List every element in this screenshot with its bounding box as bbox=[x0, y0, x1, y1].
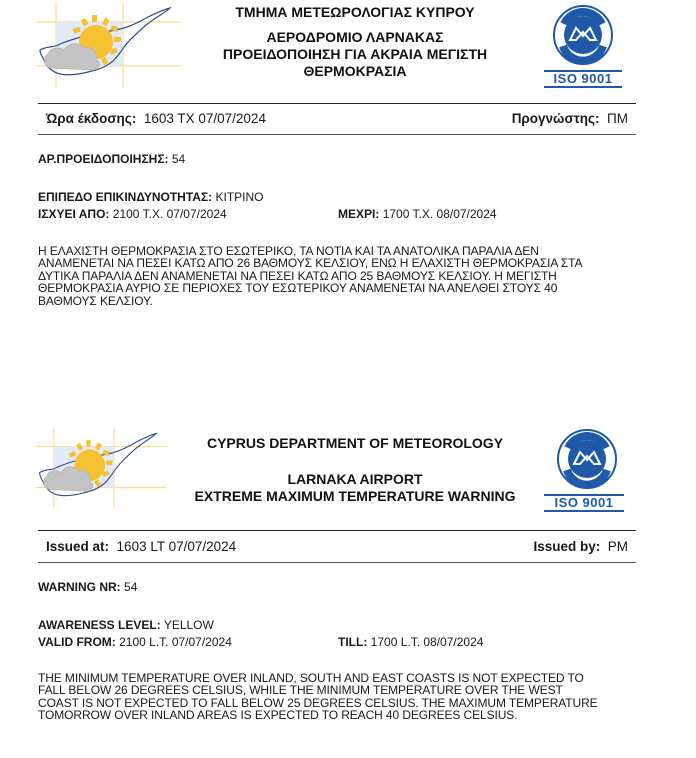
issued-at-label: Ώρα έκδοσης: bbox=[46, 111, 137, 126]
awareness-level-label: ΕΠΙΠΕΔΟ ΕΠΙΚΙΝΔΥΝΟΤΗΤΑΣ: bbox=[38, 190, 213, 204]
warning-text-line: Η ΕΛΑΧΙΣΤΗ ΘΕΡΜΟΚΡΑΣΙΑ ΣΤΟ ΕΣΩΤΕΡΙΚΟ, ΤΑ ΝΟΤΙΑ ΚΑΙ ΤΑ ΑΝΑΤΟΛΙΚΑ ΠΑΡΑΛΙΑ ΔΕΝ bbox=[38, 244, 539, 258]
header-divider bbox=[38, 103, 636, 104]
issued-at bbox=[46, 111, 266, 126]
awareness-level-label: AWARENESS LEVEL: bbox=[38, 618, 161, 632]
valid-from-value: 2100 Τ.Χ. 07/07/2024 bbox=[112, 207, 227, 221]
issued-at-label: Issued at: bbox=[46, 539, 110, 554]
issue-divider bbox=[38, 562, 636, 563]
warning-number bbox=[38, 152, 185, 166]
iso-seal-icon bbox=[536, 4, 630, 66]
issued-by-label: Issued by: bbox=[533, 539, 601, 554]
forecaster-value: ΠΜ bbox=[607, 111, 628, 126]
warning-text-line: COAST IS NOT EXPECTED TO FALL BELOW 25 DEGREES CELSIUS. THE MAXIMUM TEMPERATURE bbox=[38, 695, 598, 710]
forecaster-label: Προγνώστης: bbox=[511, 111, 600, 126]
iso-logo bbox=[536, 4, 630, 88]
location-name: ΑΕΡΟΔΡΟΜΙΟ ΛΑΡΝΑΚΑΣ bbox=[266, 29, 444, 45]
warning-title: EXTREME MAXIMUM TEMPERATURE WARNING bbox=[194, 488, 516, 504]
valid-from bbox=[38, 207, 227, 221]
valid-till bbox=[338, 635, 483, 649]
warning-text-line: FALL BELOW 26 DEGREES CELSIUS, WHILE THE MINIMUM TEMPERATURE OVER THE WEST bbox=[38, 683, 563, 698]
issued-by-value: PM bbox=[607, 539, 628, 554]
valid-till-value: 1700 L.T. 08/07/2024 bbox=[370, 635, 484, 649]
iso-logo bbox=[540, 428, 634, 514]
met-logo-sun-cloud-icon bbox=[36, 2, 181, 88]
warning-number-label: WARNING NR: bbox=[38, 580, 121, 594]
department-name: ΤΜΗΜΑ ΜΕΤΕΩΡΟΛΟΓΙΑΣ ΚΥΠΡΟΥ bbox=[235, 4, 475, 20]
valid-from-value: 2100 L.T. 07/07/2024 bbox=[119, 635, 232, 649]
department-name: CYPRUS DEPARTMENT OF METEOROLOGY bbox=[206, 435, 504, 451]
warning-number-value: 54 bbox=[171, 152, 186, 166]
forecaster bbox=[512, 111, 628, 126]
warning-text-line: THE MINIMUM TEMPERATURE OVER INLAND, SOUTH AND EAST COASTS IS NOT EXPECTED TO bbox=[38, 671, 584, 685]
warning-title-line2: ΘΕΡΜΟΚΡΑΣΙΑ bbox=[303, 63, 407, 79]
warning-text-line: TOMORROW OVER INLAND AREAS IS EXPECTED TO REACH 40 DEGREES CELSIUS. bbox=[38, 708, 518, 723]
valid-till-label: TILL: bbox=[338, 635, 368, 649]
warning-text bbox=[38, 672, 598, 722]
warning-number bbox=[38, 580, 137, 594]
warning-text-line: ΔΥΤΙΚΑ ΠΑΡΑΛΙΑ ΔΕΝ ΑΝΑΜΕΝΕΤΑΙ ΝΑ ΠΕΣΕΙ ΚΑΤΩ ΑΠΟ 25 ΒΑΘΜΟΥΣ ΚΕΛΣΙΟΥ. Η ΜΕΓΙΣΤΗ bbox=[38, 268, 557, 283]
awareness-level bbox=[38, 190, 264, 204]
valid-till-label: ΜΕΧΡΙ: bbox=[338, 207, 380, 221]
issued-at-value: 1603 ΤΧ 07/07/2024 bbox=[143, 111, 266, 126]
warning-text-line: ΒΑΘΜΟΥΣ ΚΕΛΣΙΟΥ. bbox=[38, 293, 153, 308]
location-name: LARNAKA AIRPORT bbox=[287, 471, 423, 487]
issued-at-value: 1603 LT 07/07/2024 bbox=[116, 539, 237, 554]
warning-text bbox=[38, 245, 582, 307]
awareness-level-value: ΚΙΤΡΙΝΟ bbox=[215, 190, 264, 204]
issue-divider bbox=[38, 134, 636, 135]
awareness-level-value: YELLOW bbox=[163, 618, 214, 632]
valid-from-label: ΙΣΧΥΕΙ ΑΠΟ: bbox=[38, 207, 110, 221]
valid-till-value: 1700 Τ.Χ. 08/07/2024 bbox=[382, 207, 497, 221]
valid-till bbox=[338, 207, 497, 221]
warning-number-value: 54 bbox=[124, 580, 138, 594]
warning-text-line: ΑΝΑΜΕΝΕΤΑΙ ΝΑ ΠΕΣΕΙ ΚΑΤΩ ΑΠΟ 26 ΒΑΘΜΟΥΣ ΚΕΛΣΙΟΥ, ΕΝΩ Η ΕΛΑΧΙΣΤΗ ΘΕΡΜΟΚΡΑΣΙΑ ΣΤΑ bbox=[38, 256, 583, 271]
iso-seal-icon bbox=[540, 428, 634, 490]
met-logo-sun-cloud-icon bbox=[36, 428, 166, 508]
valid-from-label: VALID FROM: bbox=[38, 635, 116, 649]
header-divider bbox=[38, 530, 636, 531]
awareness-level bbox=[38, 618, 214, 632]
warning-text-line: ΘΕΡΜΟΚΡΑΣΙΑ ΑΥΡΙΟ ΣΕ ΠΕΡΙΟΧΕΣ ΤΟΥ ΕΣΩΤΕΡΙΚΟΥ ΑΝΑΜΕΝΕΤΑΙ ΝΑ ΑΝΕΛΘΕΙ ΣΤΟΥΣ 40 bbox=[38, 281, 558, 296]
iso-9001-label: ISO 9001 bbox=[544, 70, 622, 88]
issued-at bbox=[46, 539, 236, 554]
warning-title-line1: ΠΡΟΕΙΔΟΠΟΙΗΣΗ ΓΙΑ ΑΚΡΑΙΑ ΜΕΓΙΣΤΗ bbox=[222, 46, 488, 62]
iso-9001-label: ISO 9001 bbox=[544, 494, 624, 512]
issued-by bbox=[533, 539, 628, 554]
valid-from bbox=[38, 635, 232, 649]
warning-number-label: ΑΡ.ΠΡΟΕΙΔΟΠΟΙΗΣΗΣ: bbox=[38, 152, 169, 166]
